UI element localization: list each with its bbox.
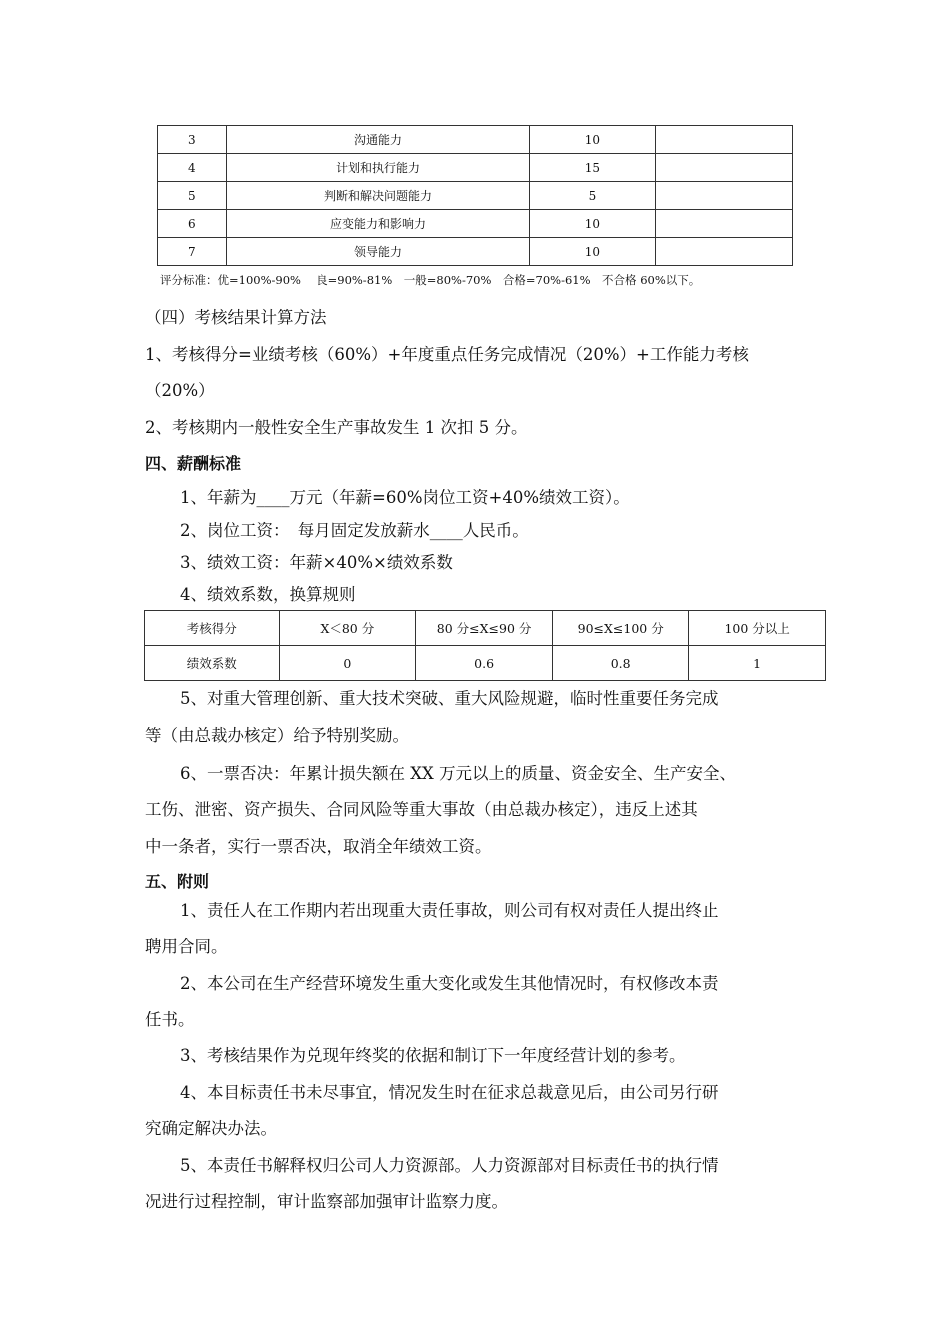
appendix-item-1-line-1: 1、责任人在工作期内若出现重大责任事故，则公司有权对责任人提出终止 bbox=[180, 901, 719, 920]
calc-item-1-line-2: （20%） bbox=[145, 381, 215, 400]
table-cell: 3 bbox=[158, 126, 227, 154]
table-cell: 10 bbox=[530, 126, 655, 154]
table-cell: 10 bbox=[530, 210, 655, 238]
appendix-item-4-line-1: 4、本目标责任书未尽事宜，情况发生时在征求总裁意见后，由公司另行研 bbox=[180, 1083, 719, 1102]
performance-coefficient-table bbox=[144, 610, 826, 681]
table-cell bbox=[655, 154, 792, 182]
scoring-standard-note: 评分标准：优=100%-90% 良=90%-81% 一般=80%-70% 合格=70%-61% 不合格 60%以下。 bbox=[160, 273, 701, 287]
table-row bbox=[145, 611, 826, 646]
table-cell: 1 bbox=[689, 646, 826, 681]
table-cell: 6 bbox=[158, 210, 227, 238]
calc-item-2: 2、考核期内一般性安全生产事故发生 1 次扣 5 分。 bbox=[145, 418, 528, 437]
table-cell bbox=[655, 238, 792, 266]
table-cell: 7 bbox=[158, 238, 227, 266]
appendix-item-2-line-1: 2、本公司在生产经营环境发生重大变化或发生其他情况时，有权修改本责 bbox=[180, 974, 719, 993]
table-cell: 5 bbox=[530, 182, 655, 210]
table-header-cell: X＜80 分 bbox=[279, 611, 416, 646]
table-cell: 应变能力和影响力 bbox=[226, 210, 530, 238]
appendix-item-5-line-1: 5、本责任书解释权归公司人力资源部。人力资源部对目标责任书的执行情 bbox=[180, 1156, 719, 1175]
table-row bbox=[158, 238, 793, 266]
appendix-item-4-line-2: 究确定解决办法。 bbox=[145, 1119, 277, 1138]
table-cell bbox=[655, 126, 792, 154]
table-cell bbox=[655, 210, 792, 238]
table-row bbox=[145, 646, 826, 681]
table-header-cell: 90≤X≤100 分 bbox=[553, 611, 689, 646]
salary-item-2: 2、岗位工资： 每月固定发放薪水____人民币。 bbox=[180, 521, 529, 540]
table-cell: 判断和解决问题能力 bbox=[226, 182, 530, 210]
salary-item-3: 3、绩效工资：年薪×40%×绩效系数 bbox=[180, 553, 453, 572]
table-cell: 绩效系数 bbox=[145, 646, 280, 681]
appendix-item-5-line-2: 况进行过程控制，审计监察部加强审计监察力度。 bbox=[145, 1192, 508, 1211]
table-header-cell: 100 分以上 bbox=[689, 611, 826, 646]
salary-item-5-line-1: 5、对重大管理创新、重大技术突破、重大风险规避，临时性重要任务完成 bbox=[180, 689, 719, 708]
table-cell: 0.8 bbox=[553, 646, 689, 681]
salary-item-6-line-2: 工伤、泄密、资产损失、合同风险等重大事故（由总裁办核定），违反上述其 bbox=[145, 800, 698, 819]
section-appendix-title: 五、附则 bbox=[145, 872, 210, 891]
table-cell: 5 bbox=[158, 182, 227, 210]
table-cell: 0 bbox=[279, 646, 416, 681]
salary-item-6-line-1: 6、一票否决：年累计损失额在 XX 万元以上的质量、资金安全、生产安全、 bbox=[180, 764, 736, 783]
table-cell: 15 bbox=[530, 154, 655, 182]
appendix-item-3: 3、考核结果作为兑现年终奖的依据和制订下一年度经营计划的参考。 bbox=[180, 1046, 686, 1065]
table-header-cell: 80 分≤X≤90 分 bbox=[416, 611, 553, 646]
table-cell: 10 bbox=[530, 238, 655, 266]
calc-item-1-line-1: 1、考核得分=业绩考核（60%）+年度重点任务完成情况（20%）+工作能力考核 bbox=[145, 345, 749, 364]
table-cell: 4 bbox=[158, 154, 227, 182]
ability-score-table bbox=[157, 125, 793, 266]
salary-item-5-line-2: 等（由总裁办核定）给予特别奖励。 bbox=[145, 726, 409, 745]
table-cell bbox=[655, 182, 792, 210]
table-row bbox=[158, 210, 793, 238]
salary-item-6-line-3: 中一条者，实行一票否决，取消全年绩效工资。 bbox=[145, 837, 492, 856]
table-cell: 0.6 bbox=[416, 646, 553, 681]
table-header-cell: 考核得分 bbox=[145, 611, 280, 646]
appendix-item-2-line-2: 任书。 bbox=[145, 1010, 195, 1029]
appendix-item-1-line-2: 聘用合同。 bbox=[145, 937, 228, 956]
section-salary-title: 四、薪酬标准 bbox=[145, 454, 242, 473]
table-row bbox=[158, 126, 793, 154]
table-row bbox=[158, 154, 793, 182]
table-cell: 沟通能力 bbox=[226, 126, 530, 154]
table-row bbox=[158, 182, 793, 210]
table-cell: 领导能力 bbox=[226, 238, 530, 266]
section-calc-title: （四）考核结果计算方法 bbox=[145, 308, 327, 327]
salary-item-4: 4、绩效系数，换算规则 bbox=[180, 585, 356, 604]
table-cell: 计划和执行能力 bbox=[226, 154, 530, 182]
salary-item-1: 1、年薪为____万元（年薪=60%岗位工资+40%绩效工资）。 bbox=[180, 488, 630, 507]
